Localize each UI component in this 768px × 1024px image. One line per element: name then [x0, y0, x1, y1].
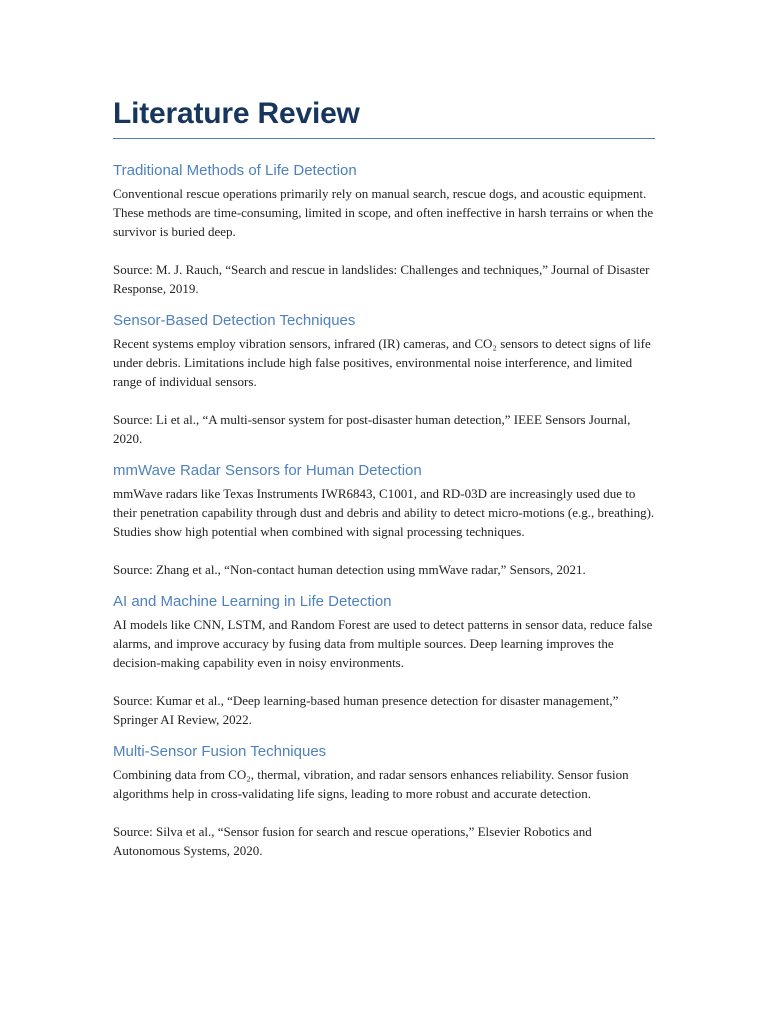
section-heading: mmWave Radar Sensors for Human Detection: [113, 462, 422, 479]
section-source: Source: Kumar et al., “Deep learning-based human presence detection for disaster management,” Springer AI Review, 2022.: [113, 693, 619, 727]
section-mmwave-radar: [113, 461, 655, 579]
section-heading: AI and Machine Learning in Life Detection: [113, 593, 392, 610]
document-page: [113, 92, 655, 860]
page-title: Literature Review: [113, 92, 655, 139]
section-heading: Traditional Methods of Life Detection: [113, 162, 357, 179]
section-heading: Multi-Sensor Fusion Techniques: [113, 743, 327, 760]
section-body: Combining data from CO₂, thermal, vibration, and radar sensors enhances reliability. Sensor fusion algorithms help in cross-validating life signs, leading to more robust and accurate detection.: [113, 767, 629, 801]
section-source: Source: Zhang et al., “Non-contact human detection using mmWave radar,” Sensors, 2021.: [113, 562, 586, 577]
section-body: Recent systems employ vibration sensors, infrared (IR) cameras, and CO₂ sensors to detect signs of life under debris. Limitations include high false positives, environmental noise interference, and limited range of individual sensors.: [113, 336, 651, 389]
section-traditional-methods: [113, 161, 655, 298]
section-source: Source: Silva et al., “Sensor fusion for search and rescue operations,” Elsevier Robotics and Autonomous Systems, 2020.: [113, 824, 592, 858]
section-body: AI models like CNN, LSTM, and Random Forest are used to detect patterns in sensor data, reduce false alarms, and improve accuracy by fusing data from multiple sources. Deep learning improves the decision-making capability even in noisy environments.: [113, 617, 653, 670]
section-body: Conventional rescue operations primarily rely on manual search, rescue dogs, and acoustic equipment. These methods are time-consuming, limited in scope, and often ineffective in harsh terrains or when the survivor is buried deep.: [113, 186, 654, 239]
section-sensor-fusion: [113, 742, 655, 860]
section-ai-ml: [113, 592, 655, 729]
section-source: Source: M. J. Rauch, “Search and rescue in landslides: Challenges and techniques,” Journal of Disaster Response, 2019.: [113, 262, 650, 296]
section-source: Source: Li et al., “A multi-sensor system for post-disaster human detection,” IEEE Sensors Journal, 2020.: [113, 412, 631, 446]
section-body: mmWave radars like Texas Instruments IWR6843, C1001, and RD-03D are increasingly used due to their penetration capability through dust and debris and ability to detect micro-motions (e.g., breathing). Studies show high potential when combined with signal processing techniques.: [113, 486, 655, 539]
section-sensor-based: [113, 311, 655, 448]
section-heading: Sensor-Based Detection Techniques: [113, 312, 356, 329]
